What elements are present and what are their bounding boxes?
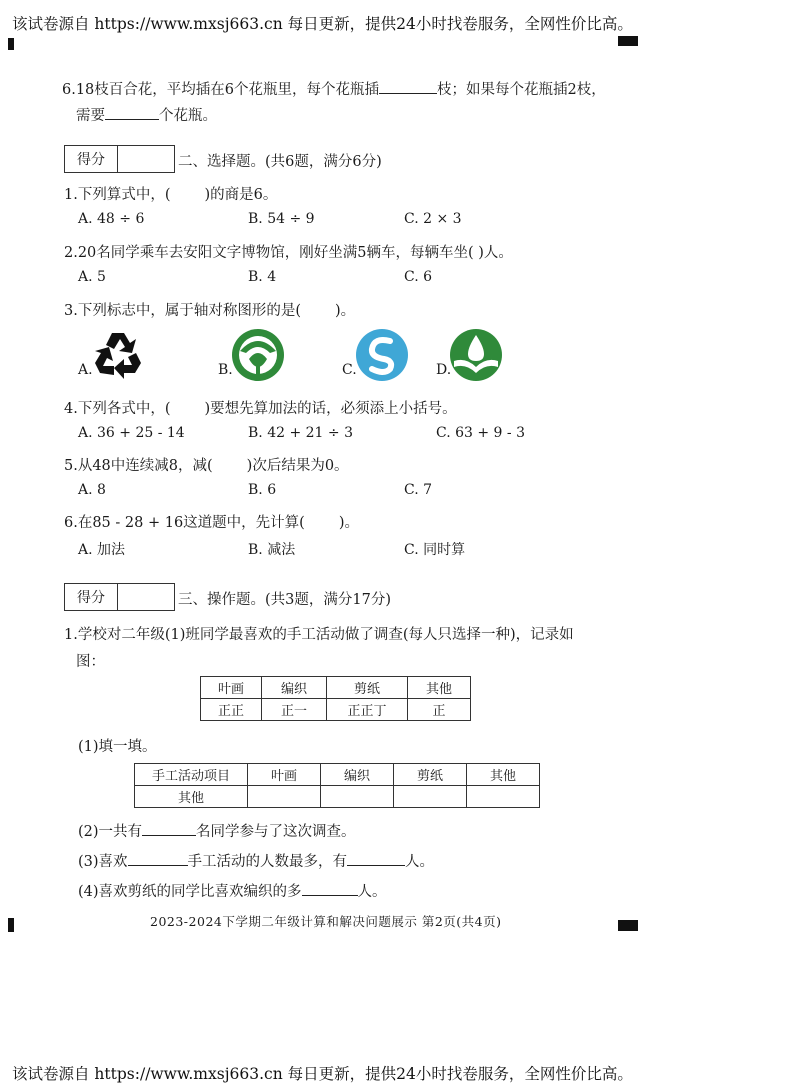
- question-segment: )次后结果为0。: [246, 458, 349, 474]
- option[interactable]: C. 6: [404, 269, 433, 285]
- question-segment: 4.下列各式中，(: [64, 401, 171, 417]
- question-text: [78, 820, 356, 841]
- answer-cell[interactable]: [321, 786, 394, 808]
- answer-blank[interactable]: [302, 881, 358, 896]
- question-text: [78, 880, 387, 901]
- option[interactable]: B. 54 ÷ 9: [248, 211, 315, 227]
- answer-blank[interactable]: [347, 851, 405, 866]
- answer-blank[interactable]: [142, 821, 196, 836]
- score-box: [64, 583, 175, 611]
- table-header: 编织: [321, 764, 394, 786]
- question-segment: 3.下列标志中，属于轴对称图形的是(: [64, 303, 301, 319]
- table-cell: 正正: [201, 699, 262, 721]
- registration-mark: [618, 36, 638, 46]
- question-segment: )的商是6。: [204, 187, 278, 203]
- option[interactable]: C. 7: [404, 482, 433, 498]
- table-header: 叶画: [248, 764, 321, 786]
- option[interactable]: A. 48 ÷ 6: [78, 211, 145, 227]
- table-cell: 正正丁: [327, 699, 408, 721]
- option[interactable]: C. 63 + 9 - 3: [436, 425, 526, 441]
- option[interactable]: A. 5: [78, 269, 106, 285]
- question-segment: 5.从48中连续减8，减(: [64, 458, 213, 474]
- answer-blank[interactable]: [379, 79, 437, 94]
- option[interactable]: B. 6: [248, 482, 277, 498]
- question-text: [64, 299, 355, 320]
- question-text: 图：: [76, 654, 105, 670]
- score-label: 得分: [65, 146, 118, 172]
- registration-mark: [618, 920, 638, 931]
- question-text: [62, 78, 606, 99]
- option[interactable]: A. 加法: [78, 542, 126, 558]
- question-segment: 名同学参与了这次调查。: [196, 824, 356, 840]
- table-row: [201, 677, 471, 699]
- score-box: [64, 145, 175, 173]
- question-text: [64, 511, 359, 532]
- option[interactable]: A. 36 + 25 - 14: [78, 425, 185, 441]
- answer-cell[interactable]: [394, 786, 467, 808]
- question-segment: 手工活动的人数最多，有: [187, 854, 348, 870]
- question-text: [78, 850, 434, 871]
- score-label: 得分: [65, 584, 118, 610]
- question-segment: (3)喜欢: [78, 854, 128, 870]
- table-row: [201, 699, 471, 721]
- question-segment: 6.18枝百合花，平均插在6个花瓶里，每个花瓶插: [62, 82, 380, 98]
- blue-s-icon: [354, 327, 410, 383]
- table-cell: 其他: [135, 786, 248, 808]
- table-row: [135, 786, 540, 808]
- table-row: [135, 764, 540, 786]
- question-text: [64, 183, 277, 204]
- survey-table: [200, 676, 471, 721]
- question-segment: )。: [338, 515, 359, 531]
- question-segment: 枝；如果每个花瓶插2枝，: [437, 82, 606, 98]
- option[interactable]: B.: [218, 362, 233, 378]
- score-field[interactable]: [118, 584, 174, 610]
- registration-mark: [8, 918, 14, 932]
- question-text: [64, 397, 457, 418]
- water-drop-icon: [448, 327, 504, 383]
- table-header: 其他: [408, 677, 471, 699]
- registration-mark: [8, 38, 14, 50]
- question-segment: (2)一共有: [78, 824, 143, 840]
- option[interactable]: A. 8: [78, 482, 106, 498]
- option[interactable]: B. 4: [248, 269, 277, 285]
- fill-table: [134, 763, 540, 808]
- answer-blank[interactable]: [128, 851, 188, 866]
- answer-cell[interactable]: [248, 786, 321, 808]
- option[interactable]: C. 同时算: [404, 542, 466, 558]
- table-cell: 正一: [262, 699, 327, 721]
- option[interactable]: B. 减法: [248, 542, 296, 558]
- question-segment: )要想先算加法的话，必须添上小括号。: [204, 401, 457, 417]
- section-title: 二、选择题。(共6题，满分6分): [178, 154, 382, 170]
- question-text: 2.20名同学乘车去安阳文字博物馆，刚好坐满5辆车，每辆车坐( )人。: [64, 245, 513, 261]
- score-field[interactable]: [118, 146, 174, 172]
- footer-banner: 该试卷源自 https://www.mxsj663.cn 每日更新，提供24小时找卷服务，全网性价比高。: [12, 1065, 633, 1083]
- question-segment: 人。: [357, 884, 387, 900]
- question-segment: 个花瓶。: [159, 108, 217, 124]
- header-banner: 该试卷源自 https://www.mxsj663.cn 每日更新，提供24小时找卷服务，全网性价比高。: [12, 15, 633, 33]
- option[interactable]: C.: [342, 362, 357, 378]
- question-text: (1)填一填。: [78, 739, 157, 755]
- question-segment: 6.在85 - 28 + 16这道题中，先计算(: [64, 515, 305, 531]
- section-title: 三、操作题。(共3题，满分17分): [178, 592, 391, 608]
- question-text: 1.学校对二年级(1)班同学最喜欢的手工活动做了调查(每人只选择一种)，记录如: [64, 627, 574, 643]
- table-header: 其他: [467, 764, 540, 786]
- table-header: 手工活动项目: [135, 764, 248, 786]
- question-segment: )。: [335, 303, 356, 319]
- question-segment: (4)喜欢剪纸的同学比喜欢编织的多: [78, 884, 302, 900]
- answer-cell[interactable]: [467, 786, 540, 808]
- answer-blank[interactable]: [105, 105, 159, 120]
- question-text: [64, 454, 349, 475]
- table-header: 编织: [262, 677, 327, 699]
- option[interactable]: D.: [436, 362, 452, 378]
- green-food-icon: [230, 327, 286, 383]
- question-segment: 1.下列算式中，(: [64, 187, 171, 203]
- option[interactable]: A.: [78, 362, 93, 378]
- table-header: 剪纸: [327, 677, 408, 699]
- recycle-icon: [90, 327, 146, 383]
- option[interactable]: B. 42 + 21 ÷ 3: [248, 425, 353, 441]
- table-header: 叶画: [201, 677, 262, 699]
- table-header: 剪纸: [394, 764, 467, 786]
- question-text: [76, 104, 217, 125]
- page-footer: 2023-2024下学期二年级计算和解决问题展示 第2页(共4页): [150, 914, 502, 929]
- table-cell: 正: [408, 699, 471, 721]
- question-segment: 需要: [76, 108, 105, 124]
- question-segment: 人。: [405, 854, 435, 870]
- option[interactable]: C. 2 × 3: [404, 211, 462, 227]
